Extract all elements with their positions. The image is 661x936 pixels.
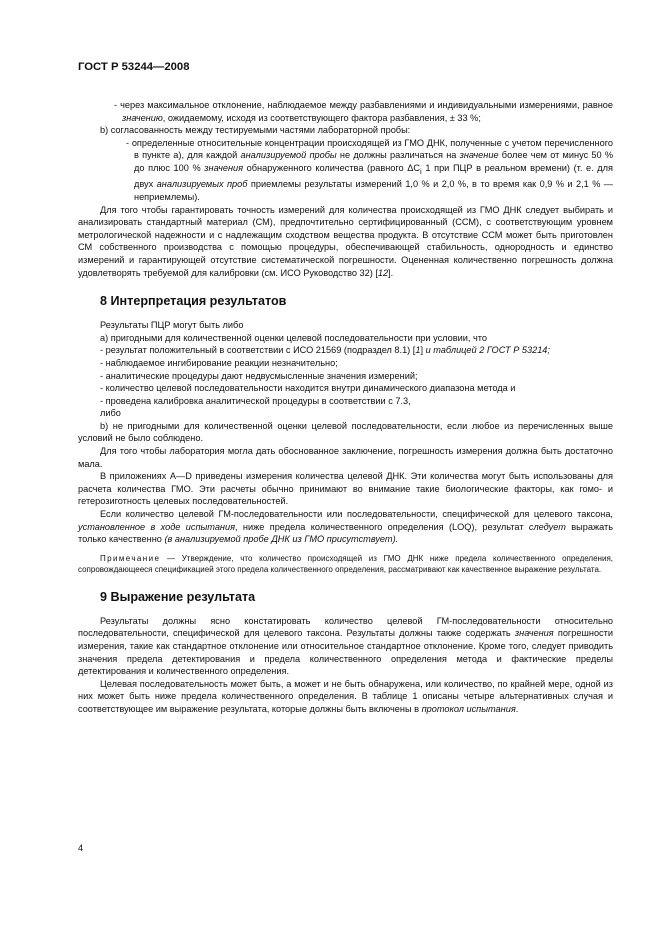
italic-term: значению (122, 112, 163, 123)
reference-link: 12 (377, 267, 389, 278)
list-text: - через максимальное отклонение, наблюдаемое между разбавлениями и индивидуальными измерениями, равное (114, 100, 613, 110)
italic-term: (в анализируемой пробе ДНК из ГМО присутствует). (164, 534, 399, 545)
paragraph-reference-material (78, 204, 613, 280)
paragraph-target-sequence (78, 678, 613, 716)
condition-dynamic-range: - количество целевой последовательности находится внутри динамического диапазона метода и (100, 383, 516, 394)
italic-term: и таблицей 2 ГОСТ Р 53214; (425, 345, 550, 356)
paragraph-text: Целевая последовательность может быть, а может и не быть обнаружена, или количество, по крайней мере, одной из них может быть ниже предела количественного определения. В таблице 1 описаны четыре альтернативных случая и соответствующее им выражение результата, которые должны быть включены в (78, 678, 613, 714)
italic-term: установленное в ходе испытания (78, 521, 236, 532)
subscript: i (420, 166, 422, 176)
paragraph-intro: Результаты ПЦР могут быть либо (100, 320, 244, 331)
paragraph-text: , ниже предела количественного определения (LOQ), результат (235, 521, 529, 532)
paragraph-results (78, 615, 613, 678)
list-text: , ожидаемому, исходя из соответствующего фактора разбавления, ± 33 %; (162, 112, 481, 123)
condition-calibration: - проведена калибровка аналитической процедуры в соответствии с 7.3, (100, 395, 411, 406)
condition-analytical: - аналитические процедуры дают недвусмысленные значения измерений; (100, 370, 418, 381)
list-text: приемлемы результаты измерений 1,0 % и 2,0 %, в то время как 0,9 % и 2,1 % — неприемлемы). (134, 179, 613, 202)
italic-term: значения (204, 162, 244, 173)
italic-term: анализируемой пробы (240, 150, 337, 161)
either-or-word: либо (100, 408, 121, 419)
list-item-b-unsuitable: b) не пригодными для количественной оценки целевой последовательности, если любое из перечисленных выше условий не было соблюдено. (78, 420, 613, 444)
paragraph-conclusion: Для того чтобы лаборатория могла дать обоснованное заключение, погрешность измерения должна быть достаточно мала. (78, 446, 613, 469)
list-item-dilution (78, 99, 613, 124)
list-item-b: b) согласованность между тестируемыми частями лабораторной пробы: (100, 125, 411, 136)
italic-term: протокол испытания (421, 703, 516, 714)
list-text: ] (420, 345, 426, 356)
page-number: 4 (78, 843, 84, 853)
paragraph-text: Результаты должны ясно констатировать количество целевой ГМ-последовательности относительно последовательности, специфической для целевого таксона. Результаты должны также содержать (78, 615, 613, 639)
italic-term: значения (514, 628, 554, 639)
italic-term: следует (528, 521, 566, 532)
list-text: более чем от минус 50 % до плюс 100 % (134, 150, 613, 173)
section-9-heading: 9 Выражение результата (100, 589, 256, 604)
list-text: не должны различаться на (336, 150, 460, 161)
reference-link: 1 (415, 345, 421, 356)
note-text: — Утверждение, что количество происходящей из ГМО ДНК ниже предела количественного определения, сопровождающееся спецификацией этого предела количественного определения, рассматривают как качественное выражение результата. (78, 553, 613, 574)
list-item-a: а) пригодными для количественной оценки целевой последовательности при условии, что (100, 332, 488, 343)
note-block (78, 553, 613, 575)
paragraph-text: . (515, 703, 519, 714)
paragraph-text: Для того чтобы гарантировать точность измерений для количества происходящей из ГМО ДНК следует выбирать и анализировать стандартный материал (СМ), предпочтительно сертифицированный (ССМ), с соответствующим уровнем метрологической надежности и с надлежащим сходством вещества продукта. В отсутствие ССМ может быть приготовлен СМ собственного производства с помощью процедуры, обеспечивающей стабильность, однородность и единство измерений и гарантирующей отсутствие систематической погрешности. Оцененная количественно погрешность должна удовлетворять требуемой для калибровки (см. ИСО Руководство 32) [ (78, 204, 613, 278)
condition-inhibition: - наблюдаемое ингибирование реакции незначительно; (100, 357, 338, 368)
paragraph-loq (78, 508, 613, 546)
paragraph-text: Если количество целевой ГМ-последовательности или последовательности, специфической для целевого таксона, (100, 509, 613, 520)
italic-term: значение (459, 150, 499, 161)
list-text: - определенные относительные концентрации происходящей из ГМО ДНК, полученные с учетом перечисленного в пункте а), для каждой (126, 137, 613, 161)
list-text: 1 при ПЦР в реальном времени) (т. е. для двух (134, 162, 613, 190)
document-header: ГОСТ Р 53244—2008 (78, 61, 190, 73)
italic-term: анализируемых проб (156, 179, 248, 190)
paragraph-text: ]. (388, 267, 394, 278)
list-item-concentration (78, 137, 613, 204)
section-8-heading: 8 Интерпретация результатов (100, 294, 287, 309)
list-text: обнаруженного количества (равного ΔC (243, 162, 421, 173)
document-body (78, 99, 613, 716)
condition-positive-result (78, 344, 613, 357)
note-label: Примечание (100, 553, 161, 563)
list-text: - результат положительный в соответствии с ИСО 21569 (подраздел 8.1) [ (100, 345, 416, 356)
paragraph-annexes: В приложениях А—D приведены измерения количества целевой ДНК. Эти количества могут быть использованы для расчета количества ГМО. Эти расчеты обычно принимают во внимание такие биологические факторы, как гомо- и гетерозиготность целевых последовательностей. (78, 471, 613, 507)
paragraph-text: погрешности измерения, такие как стандартное отклонение или относительное стандартное отклонение. Кроме того, следует приводить значения предела детектирования и предела количественного определения метода и фактические пределы детектирования и количественного определения. (78, 628, 613, 677)
paragraph-text: выражать только качественно (78, 521, 614, 545)
